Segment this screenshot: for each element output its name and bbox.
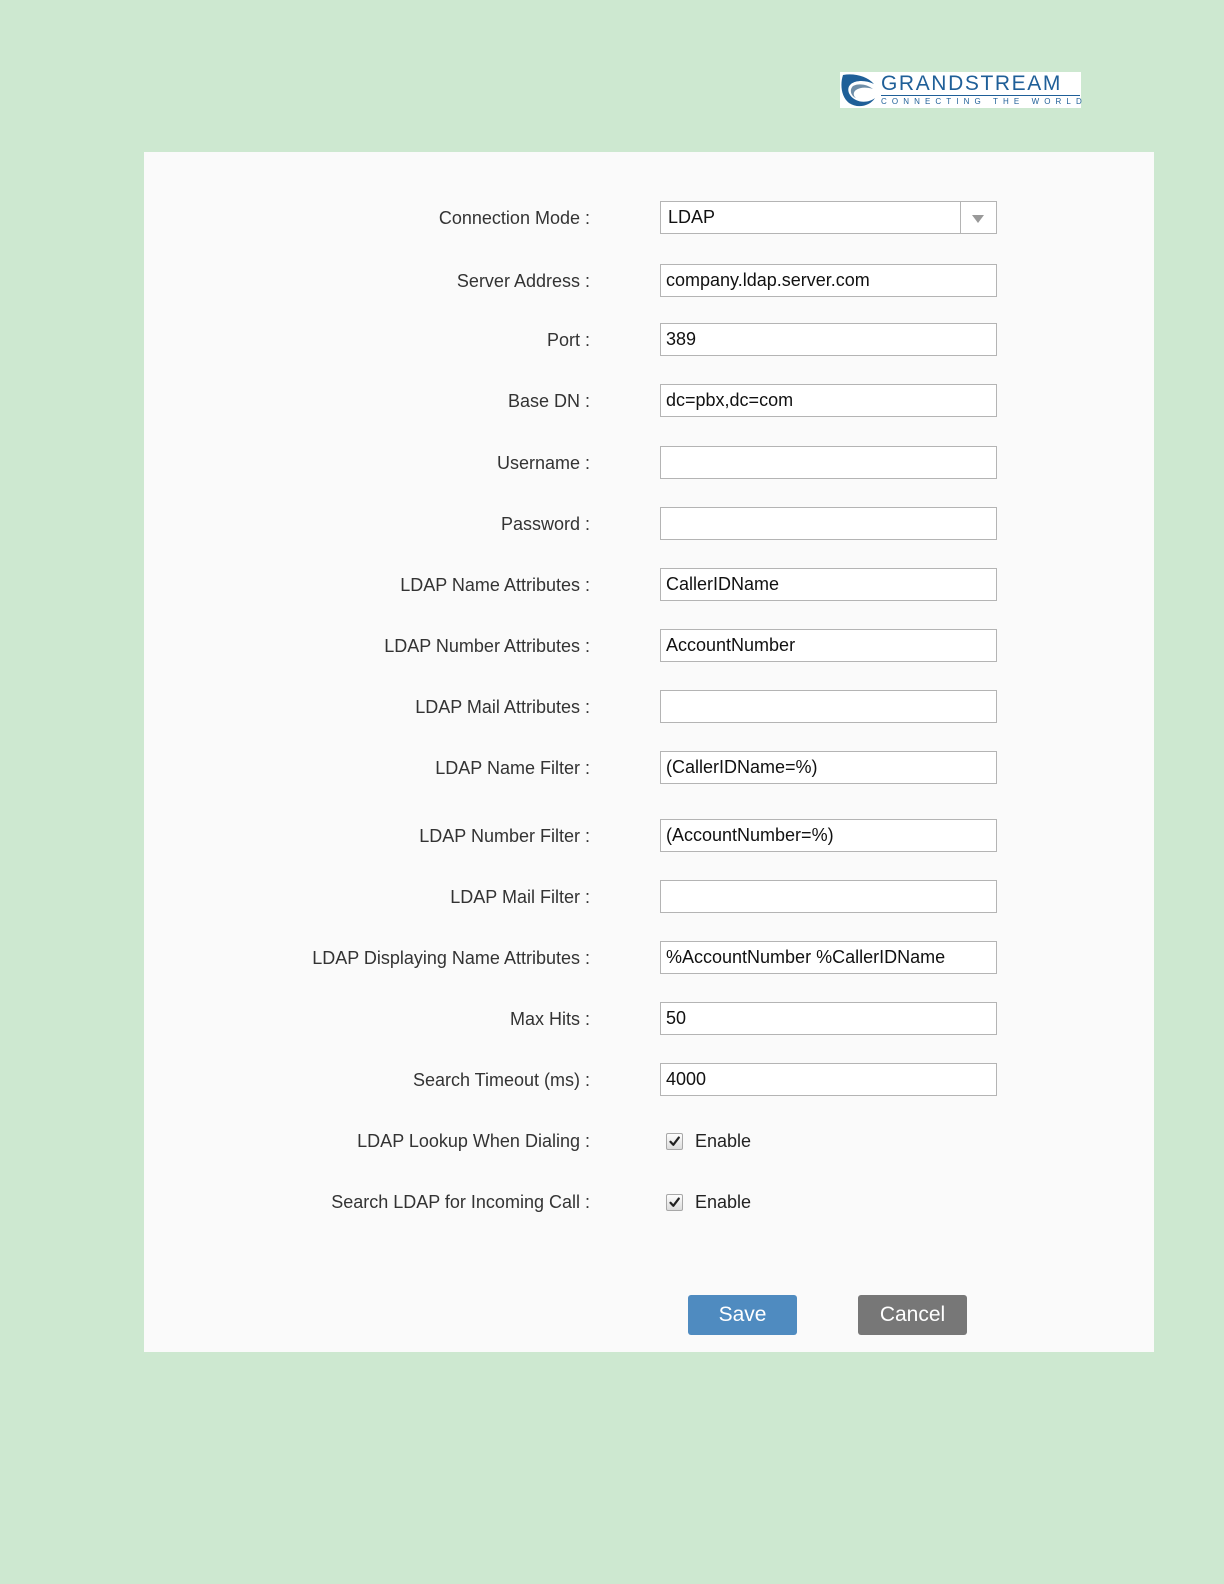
lookup-when-dialing-enable-label: Enable — [695, 1130, 752, 1151]
ldap-displaying-name-attributes-input[interactable]: %AccountNumber %CallerIDName — [660, 941, 997, 974]
brand-name: GRANDSTREAM — [881, 72, 1062, 95]
password-input[interactable] — [660, 507, 997, 540]
search-timeout-input[interactable]: 4000 — [660, 1063, 997, 1096]
search-incoming-call-row — [144, 1185, 1154, 1219]
max-hits-row — [144, 1002, 1154, 1036]
checkmark-icon — [668, 1196, 681, 1209]
ldap-mail-attributes-row — [144, 690, 1154, 724]
grandstream-logo — [840, 72, 1087, 108]
cancel-button[interactable]: Cancel — [858, 1295, 967, 1335]
ldap-settings-panel — [144, 152, 1154, 1352]
ldap-name-attributes-label: LDAP Name Attributes : — [400, 575, 590, 595]
checkmark-icon — [668, 1135, 681, 1148]
search-incoming-call-enable-label: Enable — [695, 1191, 752, 1212]
connection-mode-row — [144, 201, 1154, 235]
server-address-label: Server Address : — [456, 271, 590, 291]
search-incoming-call-checkbox[interactable] — [666, 1194, 683, 1211]
ldap-name-attributes-row — [144, 568, 1154, 602]
ldap-number-filter-row — [144, 819, 1154, 853]
ldap-mail-filter-row — [144, 880, 1154, 914]
ldap-number-attributes-label: LDAP Number Attributes : — [384, 636, 590, 656]
ldap-name-filter-row — [144, 751, 1154, 785]
password-row — [144, 507, 1154, 541]
username-row — [144, 446, 1154, 480]
password-label: Password : — [500, 514, 590, 534]
port-label: Port : — [546, 330, 590, 350]
search-incoming-call-option[interactable] — [666, 1185, 751, 1219]
ldap-number-attributes-row — [144, 629, 1154, 663]
ldap-mail-filter-input[interactable] — [660, 880, 997, 913]
ldap-number-filter-input[interactable]: (AccountNumber=%) — [660, 819, 997, 852]
ldap-name-attributes-input[interactable]: CallerIDName — [660, 568, 997, 601]
brand-divider — [881, 95, 1080, 96]
connection-mode-select[interactable] — [660, 201, 997, 234]
chevron-down-icon[interactable] — [960, 202, 996, 233]
base-dn-label: Base DN : — [507, 391, 590, 411]
server-address-input[interactable]: company.ldap.server.com — [660, 264, 997, 297]
max-hits-label: Max Hits : — [509, 1009, 590, 1029]
base-dn-row — [144, 384, 1154, 418]
ldap-name-filter-input[interactable]: (CallerIDName=%) — [660, 751, 997, 784]
ldap-number-filter-label: LDAP Number Filter : — [419, 826, 590, 846]
search-timeout-row — [144, 1063, 1154, 1097]
lookup-when-dialing-label: LDAP Lookup When Dialing : — [357, 1131, 590, 1151]
ldap-mail-attributes-label: LDAP Mail Attributes : — [415, 697, 590, 717]
port-row — [144, 323, 1154, 357]
ldap-mail-attributes-input[interactable] — [660, 690, 997, 723]
brand-tagline: CONNECTING THE WORLD — [881, 97, 1087, 106]
grandstream-swoosh-icon — [840, 72, 878, 108]
lookup-when-dialing-checkbox[interactable] — [666, 1133, 683, 1150]
base-dn-input[interactable]: dc=pbx,dc=com — [660, 384, 997, 417]
ldap-displaying-name-attributes-label: LDAP Displaying Name Attributes : — [312, 948, 590, 968]
max-hits-input[interactable]: 50 — [660, 1002, 997, 1035]
search-timeout-label: Search Timeout (ms) : — [412, 1070, 590, 1090]
search-incoming-call-label: Search LDAP for Incoming Call : — [331, 1192, 590, 1212]
port-input[interactable]: 389 — [660, 323, 997, 356]
ldap-displaying-name-attributes-row — [144, 941, 1154, 975]
username-input[interactable] — [660, 446, 997, 479]
lookup-when-dialing-row — [144, 1124, 1154, 1158]
save-button[interactable]: Save — [688, 1295, 797, 1335]
server-address-row — [144, 264, 1154, 298]
ldap-number-attributes-input[interactable]: AccountNumber — [660, 629, 997, 662]
connection-mode-value: LDAP — [668, 207, 716, 227]
lookup-when-dialing-option[interactable] — [666, 1124, 751, 1158]
username-label: Username : — [496, 453, 590, 473]
connection-mode-label: Connection Mode : — [438, 208, 590, 228]
ldap-name-filter-label: LDAP Name Filter : — [435, 758, 590, 778]
ldap-mail-filter-label: LDAP Mail Filter : — [450, 887, 590, 907]
